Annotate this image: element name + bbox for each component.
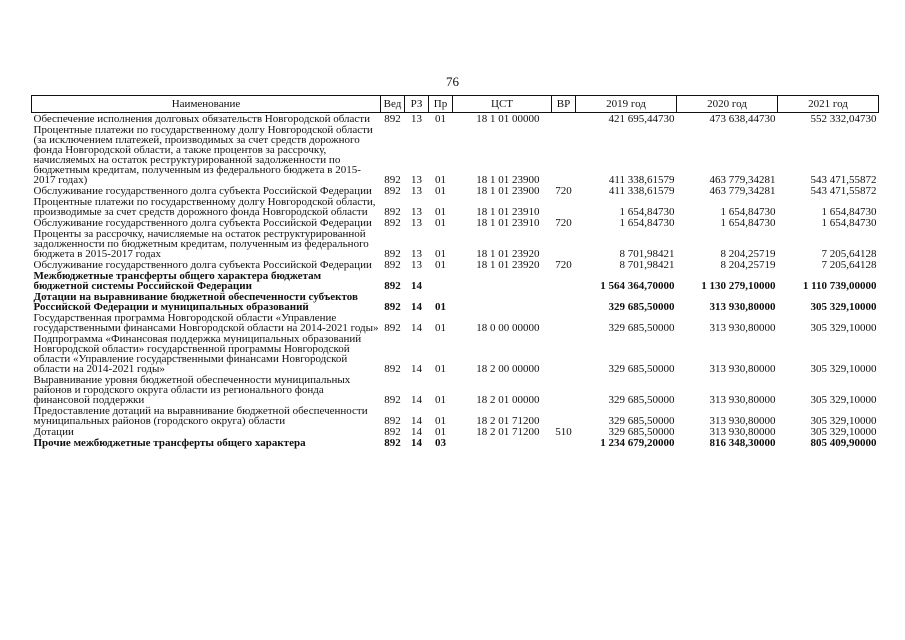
row-rz: 13 [411, 206, 422, 218]
row-pr: 01 [435, 248, 446, 260]
row-vr [552, 228, 576, 259]
row-amount-2019: 329 685,50000 [608, 322, 675, 334]
row-rz: 13 [411, 217, 422, 229]
row-amount-2021: 305 329,10000 [810, 394, 877, 406]
row-amount-2020: 463 779,34281 [709, 185, 776, 197]
row-rz: 14 [411, 437, 422, 449]
row-pr: 01 [435, 415, 446, 427]
row-name: Межбюджетные трансферты общего характера бюджетам бюджетной системы Российской Федерации [33, 270, 322, 292]
row-ved: 892 [384, 174, 401, 186]
row-rz: 14 [411, 301, 422, 313]
row-vr [552, 374, 576, 405]
row-ved: 892 [384, 206, 401, 218]
row-rz: 14 [411, 415, 422, 427]
column-header-2021: 2021 год [778, 96, 879, 113]
row-vr [552, 113, 576, 125]
row-name: Прочие межбюджетные трансферты общего характера [33, 437, 306, 449]
row-name: Государственная программа Новгородской области «Управление государственными финансами Новгородской области на 2014-2021 годы» [33, 312, 379, 334]
row-cst: 18 1 01 23920 [476, 259, 540, 271]
row-amount-2019: 1 564 364,70000 [600, 280, 675, 292]
row-rz: 14 [411, 280, 422, 292]
table-row [32, 312, 879, 333]
column-header-2020: 2020 год [677, 96, 778, 113]
row-cst [453, 291, 552, 312]
row-amount-2019: 329 685,50000 [608, 363, 675, 375]
row-vr: 510 [555, 426, 572, 438]
row-amount-2021: 805 409,90000 [810, 437, 877, 449]
row-pr: 01 [435, 259, 446, 271]
row-amount-2020: 463 779,34281 [709, 174, 776, 186]
row-name: Обслуживание государственного долга субъекта Российской Федерации [33, 185, 372, 197]
page-number: 76 [446, 74, 459, 89]
table-row [32, 228, 879, 259]
row-amount-2021: 1 654,84730 [821, 206, 877, 218]
row-pr: 01 [435, 174, 446, 186]
row-name: Дотации [33, 426, 74, 438]
row-amount-2021: 543 471,55872 [810, 174, 877, 186]
row-rz: 13 [411, 259, 422, 271]
row-name: Обслуживание государственного долга субъекта Российской Федерации [33, 217, 372, 229]
row-name: Выравнивание уровня бюджетной обеспеченности муниципальных районов и городского округа области из регионального фонда финансовой поддержки [33, 374, 351, 406]
row-pr: 01 [435, 301, 446, 313]
row-amount-2019: 1 654,84730 [619, 217, 675, 229]
row-cst: 18 1 01 23910 [476, 206, 540, 218]
row-pr: 01 [435, 217, 446, 229]
row-rz: 13 [411, 113, 422, 125]
row-vr [552, 196, 576, 217]
row-name: Процентные платежи по государственному долгу Новгородской области, производимые за счет средств дорожного фонда Новгородской области [33, 196, 376, 218]
row-pr: 01 [435, 322, 446, 334]
row-amount-2021: 305 329,10000 [810, 363, 877, 375]
row-vr [552, 312, 576, 333]
row-pr: 01 [435, 394, 446, 406]
row-amount-2020: 313 930,80000 [709, 415, 776, 427]
row-amount-2019: 329 685,50000 [608, 301, 675, 313]
row-amount-2021: 552 332,04730 [810, 113, 877, 125]
row-cst: 18 1 01 00000 [476, 113, 540, 125]
column-header-ved: Вед [381, 96, 405, 113]
table-row [32, 259, 879, 270]
row-amount-2019: 329 685,50000 [608, 415, 675, 427]
row-amount-2020: 313 930,80000 [709, 426, 776, 438]
row-cst: 18 1 01 23900 [476, 185, 540, 197]
row-name: Обеспечение исполнения долговых обязательств Новгородской области [33, 113, 370, 125]
row-cst: 18 2 01 71200 [476, 426, 540, 438]
row-vr [552, 124, 576, 185]
table-row [32, 196, 879, 217]
row-amount-2019: 8 701,98421 [619, 259, 675, 271]
row-amount-2020: 473 638,44730 [709, 113, 776, 125]
row-vr: 720 [555, 259, 572, 271]
row-name: Проценты за рассрочку, начисляемые на остаток реструктурированной задолженности по бюджетным кредитам, полученным из федерального бюджета в 2015-2017 годах [33, 228, 369, 260]
table-header-row [32, 96, 879, 113]
row-name: Дотации на выравнивание бюджетной обеспеченности субъектов Российской Федерации и муниципальных образований [33, 291, 358, 313]
row-amount-2019: 411 338,61579 [608, 174, 675, 186]
row-rz: 14 [411, 363, 422, 375]
row-amount-2020: 313 930,80000 [709, 301, 776, 313]
row-name: Процентные платежи по государственному долгу Новгородской области (за исключением платежей, производимых за счет средств дорожного фонда Новгородской области, а также процентов за рассрочку, начисляемых на остаток реструктурированной задолженности по бюджетным кредитам, полученным из федерального бюджета в 2015-2017 годах) [33, 124, 373, 186]
row-cst [453, 437, 552, 448]
row-pr: 01 [435, 363, 446, 375]
column-header-vr: ВР [552, 96, 576, 113]
row-cst: 18 2 01 00000 [476, 394, 540, 406]
row-ved: 892 [384, 363, 401, 375]
row-amount-2019: 1 234 679,20000 [600, 437, 675, 449]
row-rz: 14 [411, 322, 422, 334]
row-amount-2021: 1 654,84730 [821, 217, 877, 229]
column-header-pr: Пр [429, 96, 453, 113]
row-vr [552, 270, 576, 291]
row-pr: 01 [435, 113, 446, 125]
table-row [32, 333, 879, 374]
row-pr: 01 [435, 426, 446, 438]
row-cst: 18 1 01 23910 [476, 217, 540, 229]
row-amount-2020: 313 930,80000 [709, 322, 776, 334]
row-amount-2020: 1 130 279,10000 [701, 280, 776, 292]
row-amount-2021: 7 205,64128 [821, 259, 877, 271]
row-amount-2020: 1 654,84730 [720, 206, 776, 218]
row-amount-2020: 816 348,30000 [709, 437, 776, 449]
column-header-2019: 2019 год [576, 96, 677, 113]
row-rz: 13 [411, 185, 422, 197]
table-row [32, 426, 879, 437]
row-amount-2019: 1 654,84730 [619, 206, 675, 218]
row-pr: 03 [435, 437, 446, 449]
table-row [32, 374, 879, 405]
table-row [32, 185, 879, 196]
table-row [32, 437, 879, 448]
row-cst: 18 1 01 23920 [476, 248, 540, 260]
row-amount-2019: 8 701,98421 [619, 248, 675, 260]
row-rz: 13 [411, 174, 422, 186]
row-amount-2019: 329 685,50000 [608, 426, 675, 438]
column-header-rz: РЗ [405, 96, 429, 113]
column-header-cst: ЦСТ [453, 96, 552, 113]
row-ved: 892 [384, 437, 401, 449]
row-amount-2021: 305 329,10000 [810, 322, 877, 334]
row-amount-2020: 8 204,25719 [720, 259, 776, 271]
table-row [32, 113, 879, 125]
row-vr: 720 [555, 185, 572, 197]
row-pr: 01 [435, 206, 446, 218]
table-row [32, 291, 879, 312]
row-amount-2019: 329 685,50000 [608, 394, 675, 406]
row-ved: 892 [384, 394, 401, 406]
row-amount-2020: 313 930,80000 [709, 394, 776, 406]
row-amount-2020: 1 654,84730 [720, 217, 776, 229]
row-amount-2020: 8 204,25719 [720, 248, 776, 260]
budget-table [31, 95, 879, 448]
row-ved: 892 [384, 259, 401, 271]
table-row [32, 124, 879, 185]
row-cst: 18 2 00 00000 [476, 363, 540, 375]
row-ved: 892 [384, 322, 401, 334]
table-row [32, 270, 879, 291]
row-amount-2021: 7 205,64128 [821, 248, 877, 260]
row-rz: 14 [411, 426, 422, 438]
table-row [32, 405, 879, 426]
row-ved: 892 [384, 248, 401, 260]
row-ved: 892 [384, 113, 401, 125]
row-name: Обслуживание государственного долга субъекта Российской Федерации [33, 259, 372, 271]
row-cst: 18 1 01 23900 [476, 174, 540, 186]
row-amount-2020: 313 930,80000 [709, 363, 776, 375]
row-vr [552, 405, 576, 426]
row-rz: 13 [411, 248, 422, 260]
row-vr [552, 333, 576, 374]
row-cst: 18 0 00 00000 [476, 322, 540, 334]
row-pr [429, 270, 453, 291]
row-ved: 892 [384, 185, 401, 197]
row-ved: 892 [384, 415, 401, 427]
row-amount-2021: 305 329,10000 [810, 415, 877, 427]
row-cst: 18 2 01 71200 [476, 415, 540, 427]
row-name: Предоставление дотаций на выравнивание бюджетной обеспеченности муниципальных районов (городского округа) области [33, 405, 368, 427]
column-header-name: Наименование [32, 96, 381, 113]
table-row [32, 217, 879, 228]
row-amount-2021: 543 471,55872 [810, 185, 877, 197]
row-amount-2021: 305 329,10000 [810, 301, 877, 313]
row-vr: 720 [555, 217, 572, 229]
table-body [32, 113, 879, 449]
row-vr [552, 291, 576, 312]
row-vr [552, 437, 576, 448]
row-ved: 892 [384, 217, 401, 229]
row-ved: 892 [384, 301, 401, 313]
row-amount-2019: 421 695,44730 [608, 113, 675, 125]
row-pr: 01 [435, 185, 446, 197]
row-amount-2021: 1 110 739,00000 [802, 280, 877, 292]
row-ved: 892 [384, 426, 401, 438]
row-amount-2019: 411 338,61579 [608, 185, 675, 197]
row-rz: 14 [411, 394, 422, 406]
row-name: Подпрограмма «Финансовая поддержка муниципальных образований Новгородской области» государственной программы Новгородской области «Управление государственными финансами Новгородской области на 2014-2021 годы» [33, 333, 362, 375]
row-ved: 892 [384, 280, 401, 292]
row-cst [453, 270, 552, 291]
row-amount-2021: 305 329,10000 [810, 426, 877, 438]
